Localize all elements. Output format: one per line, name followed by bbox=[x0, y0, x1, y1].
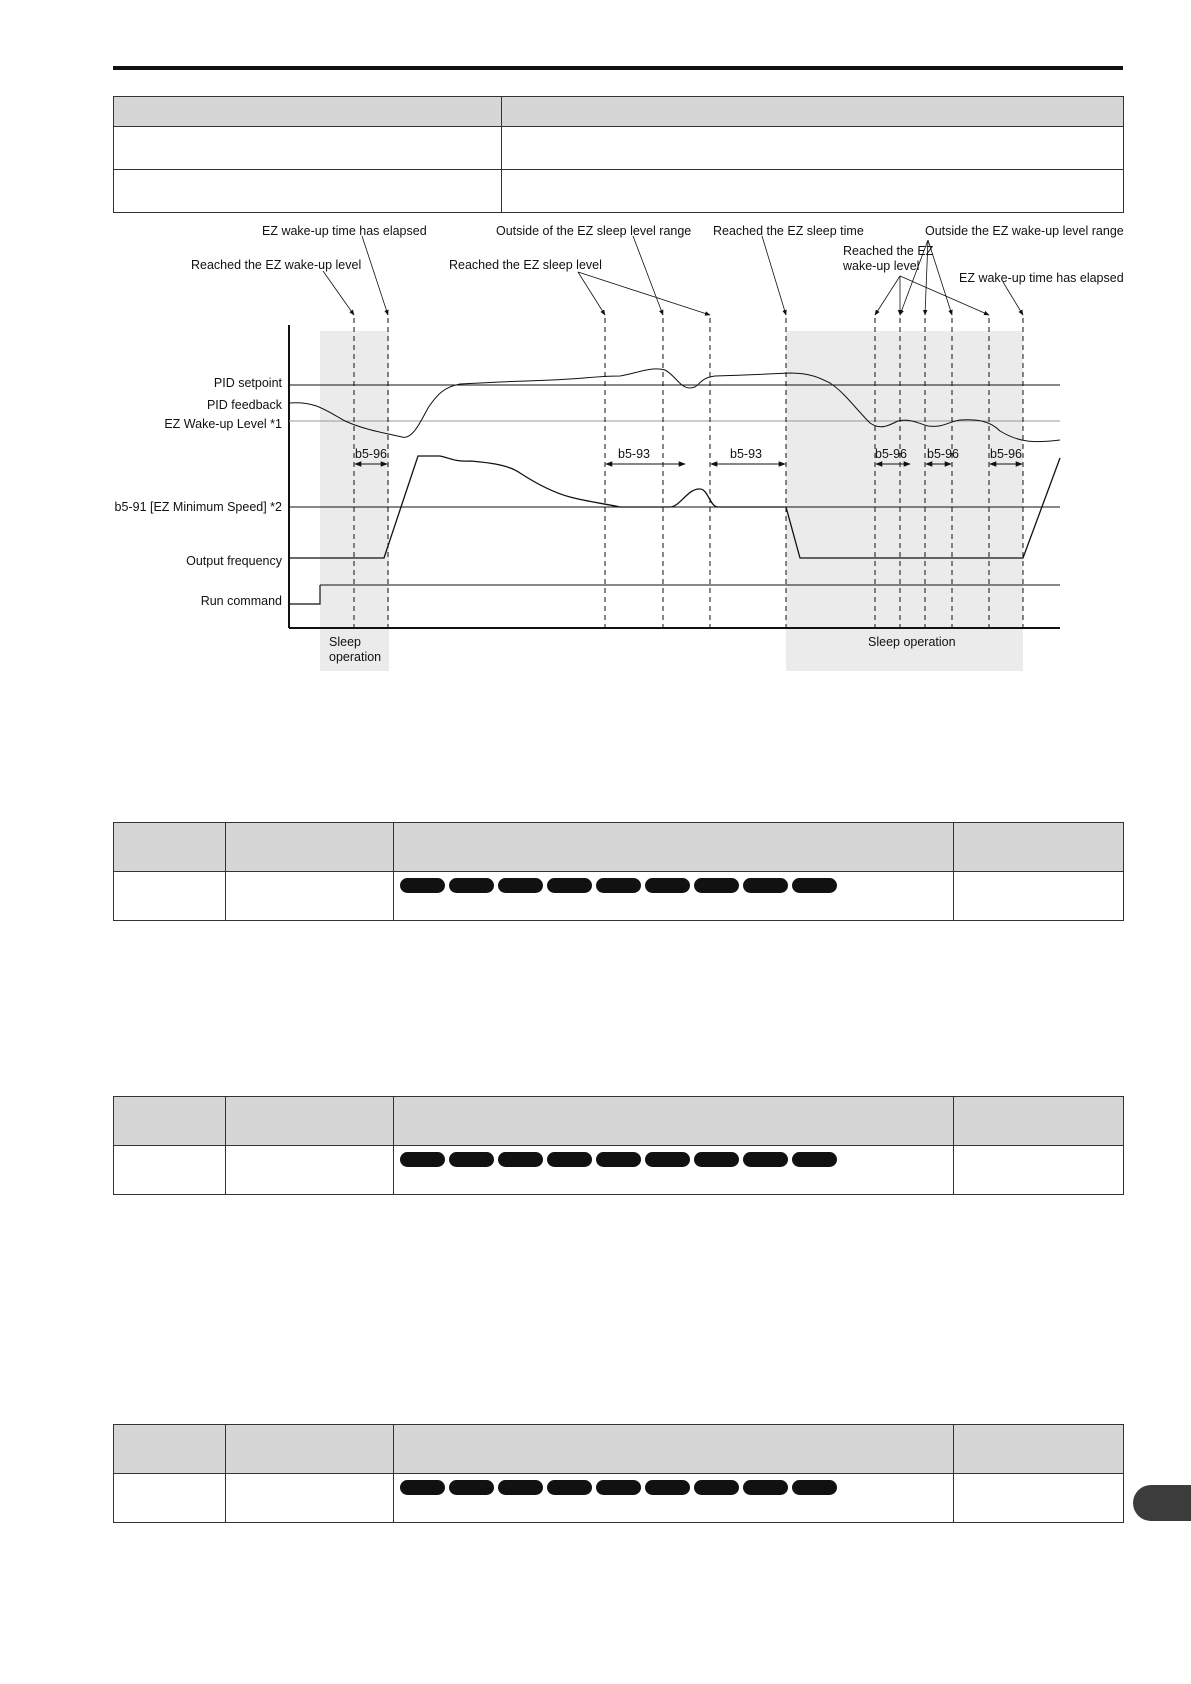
control-modes-cell bbox=[394, 872, 954, 921]
control-mode-badge bbox=[596, 878, 641, 893]
control-mode-badge bbox=[645, 1152, 690, 1167]
interval-label-b593: b5-93 bbox=[730, 447, 762, 461]
control-mode-badge bbox=[792, 878, 837, 893]
label-wakeup-level: EZ Wake-up Level *1 bbox=[164, 417, 282, 431]
control-mode-badge bbox=[400, 1152, 445, 1167]
label-run-command: Run command bbox=[200, 594, 282, 608]
table-row bbox=[114, 1474, 1124, 1523]
annotation-reached-sleep-time: Reached the EZ sleep time bbox=[713, 224, 864, 238]
label-output-frequency: Output frequency bbox=[186, 554, 282, 568]
table-cell bbox=[954, 872, 1124, 921]
annotation-wakeup-time-elapsed-2: EZ wake-up time has elapsed bbox=[959, 271, 1124, 285]
control-mode-badge bbox=[694, 878, 739, 893]
table-cell bbox=[114, 1474, 226, 1523]
table-row bbox=[114, 127, 1124, 170]
table-cell bbox=[502, 127, 1124, 170]
table-row bbox=[114, 872, 1124, 921]
header-cell bbox=[502, 97, 1124, 127]
control-mode-badge bbox=[547, 1152, 592, 1167]
control-mode-badge bbox=[743, 1152, 788, 1167]
control-mode-badge bbox=[498, 878, 543, 893]
header-cell bbox=[394, 1425, 954, 1474]
annotation-outside-wakeup-range: Outside the EZ wake-up level range bbox=[925, 224, 1124, 238]
header-cell bbox=[114, 823, 226, 872]
parameter-table-3 bbox=[113, 1424, 1124, 1523]
table-cell bbox=[114, 170, 502, 213]
control-mode-badges bbox=[394, 1480, 953, 1495]
header-cell bbox=[954, 1097, 1124, 1146]
sleep-operation-label-2: Sleep operation bbox=[868, 635, 956, 649]
control-mode-badge bbox=[449, 1480, 494, 1495]
control-mode-badges bbox=[394, 878, 953, 893]
parameter-table-1 bbox=[113, 822, 1124, 921]
table-header-row bbox=[114, 97, 1124, 127]
control-mode-badge bbox=[449, 1152, 494, 1167]
control-mode-badges bbox=[394, 1152, 953, 1167]
table-cell bbox=[114, 872, 226, 921]
table-cell bbox=[114, 127, 502, 170]
table-cell bbox=[226, 1474, 394, 1523]
table-cell bbox=[502, 170, 1124, 213]
control-mode-badge bbox=[645, 878, 690, 893]
label-pid-setpoint: PID setpoint bbox=[213, 376, 282, 390]
interval-label-b593: b5-93 bbox=[618, 447, 650, 461]
annotation-reached-sleep-level: Reached the EZ sleep level bbox=[449, 258, 602, 272]
table-cell bbox=[954, 1474, 1124, 1523]
timing-diagram bbox=[110, 218, 1130, 678]
table-cell bbox=[114, 1146, 226, 1195]
table-row bbox=[114, 1146, 1124, 1195]
annotation-reached-wakeup-level-2b: wake-up level bbox=[843, 259, 920, 273]
control-mode-badge bbox=[743, 1480, 788, 1495]
control-mode-badge bbox=[547, 1480, 592, 1495]
table-cell bbox=[954, 1146, 1124, 1195]
header-cell bbox=[114, 97, 502, 127]
chapter-tab-marker bbox=[1133, 1485, 1191, 1521]
control-mode-badge bbox=[400, 1480, 445, 1495]
control-mode-badge bbox=[743, 878, 788, 893]
interval-label-b596: b5-96 bbox=[990, 447, 1022, 461]
sleep-operation-label-1a: Sleep bbox=[329, 635, 361, 649]
annotation-wakeup-time-elapsed-1: EZ wake-up time has elapsed bbox=[262, 224, 427, 238]
header-rule bbox=[113, 66, 1123, 70]
control-mode-badge bbox=[694, 1480, 739, 1495]
table-header-row bbox=[114, 1425, 1124, 1474]
control-mode-badge bbox=[596, 1152, 641, 1167]
control-mode-badge bbox=[792, 1480, 837, 1495]
control-mode-badge bbox=[498, 1152, 543, 1167]
control-mode-badge bbox=[498, 1480, 543, 1495]
control-mode-badge bbox=[449, 878, 494, 893]
interval-label-b596: b5-96 bbox=[875, 447, 907, 461]
header-cell bbox=[954, 823, 1124, 872]
header-cell bbox=[114, 1425, 226, 1474]
annotation-reached-wakeup-level-1: Reached the EZ wake-up level bbox=[191, 258, 362, 272]
header-cell bbox=[394, 1097, 954, 1146]
control-mode-badge bbox=[645, 1480, 690, 1495]
header-cell bbox=[226, 823, 394, 872]
control-mode-badge bbox=[596, 1480, 641, 1495]
label-pid-feedback: PID feedback bbox=[206, 398, 282, 412]
control-modes-cell bbox=[394, 1474, 954, 1523]
header-cell bbox=[114, 1097, 226, 1146]
header-cell bbox=[954, 1425, 1124, 1474]
table-header-row bbox=[114, 823, 1124, 872]
table-cell bbox=[226, 1146, 394, 1195]
annotation-outside-sleep-range: Outside of the EZ sleep level range bbox=[496, 224, 692, 238]
header-cell bbox=[394, 823, 954, 872]
table-row bbox=[114, 170, 1124, 213]
table-cell bbox=[226, 872, 394, 921]
top-table bbox=[113, 96, 1124, 213]
control-modes-cell bbox=[394, 1146, 954, 1195]
annotation-reached-wakeup-level-2a: Reached the EZ bbox=[843, 244, 934, 258]
sleep-region-2 bbox=[786, 331, 1023, 671]
label-min-speed: b5-91 [EZ Minimum Speed] *2 bbox=[114, 500, 282, 514]
interval-label-b596: b5-96 bbox=[355, 447, 387, 461]
control-mode-badge bbox=[547, 878, 592, 893]
sleep-operation-label-1b: operation bbox=[329, 650, 382, 664]
control-mode-badge bbox=[792, 1152, 837, 1167]
interval-label-b596: b5-96 bbox=[927, 447, 959, 461]
header-cell bbox=[226, 1097, 394, 1146]
run-command-signal bbox=[289, 585, 320, 604]
parameter-table-2 bbox=[113, 1096, 1124, 1195]
table-header-row bbox=[114, 1097, 1124, 1146]
control-mode-badge bbox=[694, 1152, 739, 1167]
control-mode-badge bbox=[400, 878, 445, 893]
header-cell bbox=[226, 1425, 394, 1474]
